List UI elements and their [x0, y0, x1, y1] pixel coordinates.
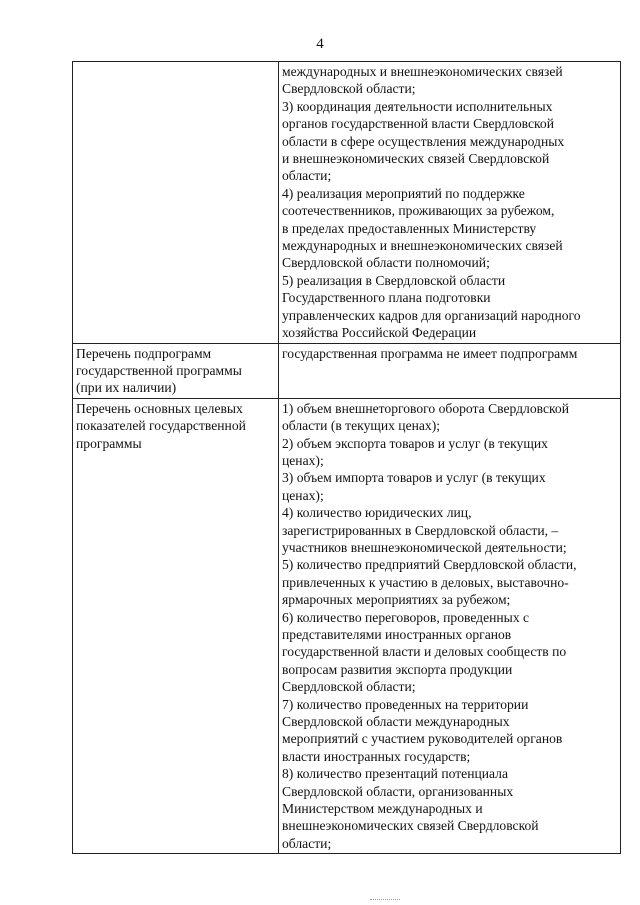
row1-right-line: области;	[282, 168, 332, 184]
table-row-target-indicators	[73, 398, 621, 854]
row1-left-cell	[73, 62, 279, 344]
row1-right-line: хозяйства Российской Федерации	[282, 325, 477, 341]
table-row-subprograms	[73, 343, 621, 398]
row1-right-line: 3) координация деятельности исполнительных	[282, 98, 553, 114]
row3-right-line: 1) объем внешнеторгового оборота Свердловской	[282, 400, 569, 416]
row3-right-line: привлеченных к участию в деловых, выставочно-	[282, 574, 569, 590]
row2-right-line: государственная программа не имеет подпрограмм	[282, 345, 578, 361]
row1-right-line: международных и внешнеэкономических связей	[282, 64, 563, 79]
row3-right-line: области;	[282, 835, 332, 851]
row3-right-cell	[279, 398, 621, 854]
row1-right-line: международных и внешнеэкономических связей	[282, 238, 563, 254]
row1-right-line: соотечественников, проживающих за рубежом,	[282, 203, 555, 219]
row3-left-line: Перечень основных целевых	[76, 400, 243, 416]
row2-left-cell	[73, 343, 279, 398]
row3-right-line: ценах);	[282, 452, 324, 468]
row3-right-line: 7) количество проведенных на территории	[282, 696, 529, 712]
row3-right-line: ярмарочных мероприятиях за рубежом;	[282, 592, 511, 608]
page-number: 4	[316, 36, 324, 52]
row3-right-line: области (в текущих ценах);	[282, 418, 441, 434]
row1-right-line: органов государственной власти Свердловской	[282, 116, 554, 132]
row3-right-line: 4) количество юридических лиц,	[282, 505, 472, 521]
row3-right-line: зарегистрированных в Свердловской области, –	[282, 522, 559, 538]
row3-right-line: государственной власти и деловых сообществ по	[282, 644, 567, 660]
row1-right-line: управленческих кадров для организаций народного	[282, 307, 581, 323]
row3-right-line: внешнеэкономических связей Свердловской	[282, 818, 539, 834]
row1-right-line: в пределах предоставленных Министерству	[282, 220, 537, 236]
row3-left-cell	[73, 398, 279, 854]
row3-right-line: представителями иностранных органов	[282, 627, 512, 642]
table-row-continuation	[73, 62, 621, 344]
row1-right-line: 5) реализация в Свердловской области	[282, 272, 506, 288]
row3-right-line: участников внешнеэкономической деятельности;	[282, 539, 567, 555]
row2-left-line: (при их наличии)	[76, 380, 177, 396]
row3-right-line: 5) количество предприятий Свердловской области,	[282, 557, 577, 573]
row3-right-line: 8) количество презентаций потенциала	[282, 766, 508, 782]
row3-right-line: власти иностранных государств;	[282, 748, 471, 764]
row1-right-line: области в сфере осуществления международных	[282, 133, 565, 149]
row3-right-line: Свердловской области международных	[282, 714, 510, 730]
row3-right-line: Министерством международных и	[282, 801, 483, 817]
row2-left-line: Перечень подпрограмм	[76, 345, 212, 361]
row1-right-line: Свердловской области полномочий;	[282, 255, 490, 271]
row3-right-line: мероприятий с участием руководителей органов	[282, 731, 563, 747]
scan-artifact	[370, 899, 400, 902]
row1-right-cell	[279, 62, 621, 344]
row1-right-line: 4) реализация мероприятий по поддержке	[282, 185, 525, 201]
row3-right-line: ценах);	[282, 487, 324, 503]
row3-left-line: показателей государственной	[76, 418, 246, 434]
row2-left-line: государственной программы	[76, 362, 242, 378]
row3-right-line: Свердловской области;	[282, 679, 416, 695]
row1-right-line: Государственного плана подготовки	[282, 290, 491, 306]
row3-right-line: 6) количество переговоров, проведенных с	[282, 609, 530, 625]
program-passport-table	[72, 61, 621, 854]
row3-right-line: вопросам развития экспорта продукции	[282, 661, 513, 677]
row2-right-cell	[279, 343, 621, 398]
row3-right-line: 3) объем импорта товаров и услуг (в текущих	[282, 470, 546, 486]
row1-right-line: и внешнеэкономических связей Свердловской	[282, 151, 550, 167]
row1-right-line: Свердловской области;	[282, 81, 416, 97]
row3-right-line: Свердловской области, организованных	[282, 783, 514, 799]
row3-left-line: программы	[76, 435, 142, 451]
row3-right-line: 2) объем экспорта товаров и услуг (в текущих	[282, 435, 548, 451]
